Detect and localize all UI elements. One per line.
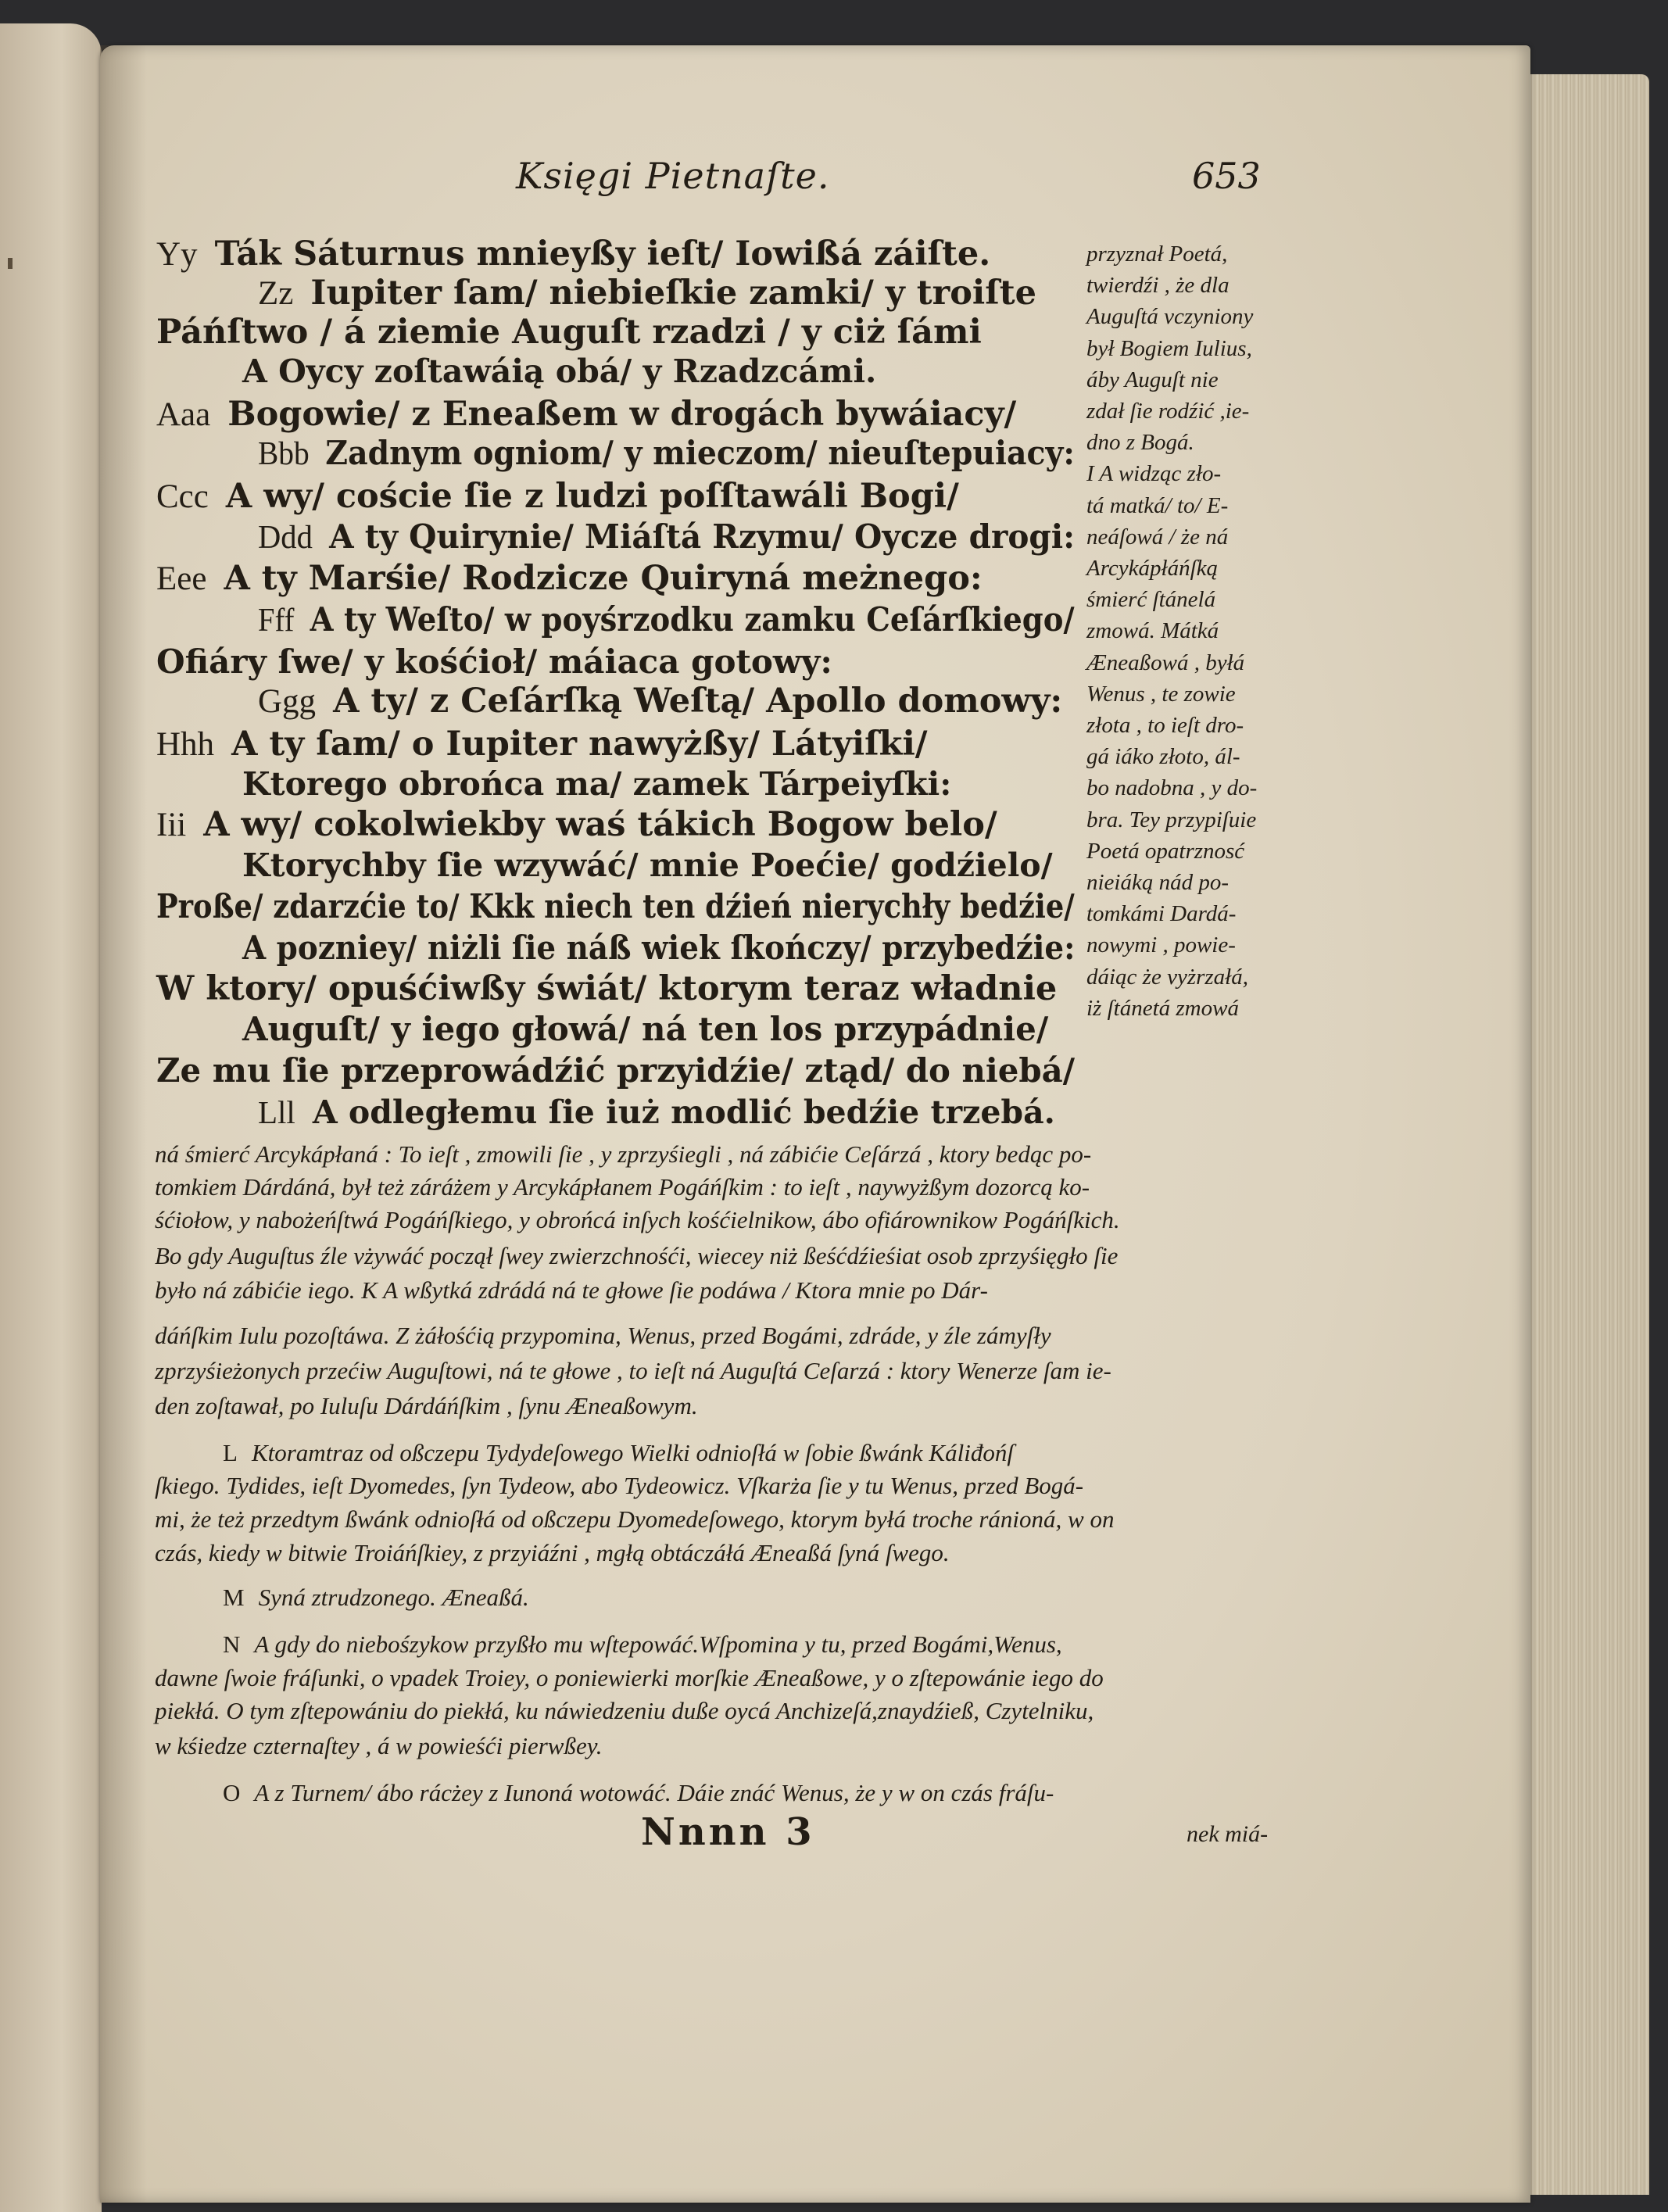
marginal-note-line: tomkámi Dardá- xyxy=(1086,901,1237,927)
verse-line xyxy=(258,600,1075,640)
commentary-note-marker: L xyxy=(223,1439,238,1466)
marginal-note-line: iż ſtánetá zmowá xyxy=(1086,995,1239,1021)
commentary-text: w kśiedze czternaſtey , á w powieśći pierwßey. xyxy=(155,1732,603,1759)
commentary-text: A z Turnem/ ábo rácżey z Iunoná wotowáć. Dáie znáć Wenus, że y w on czás fráſu- xyxy=(254,1779,1054,1806)
verse-text: A ty/ z Ceſárſką Weſtą/ Apollo domowy: xyxy=(333,682,1063,721)
verse-text: A odległemu ſie iuż modlić bedźie trzebá. xyxy=(312,1093,1055,1131)
verse-text: A ty ſam/ o Iupiter nawyżßy/ Látyiſki/ xyxy=(231,725,928,764)
verse-line xyxy=(156,234,990,274)
marginal-note-line: Poetá opatrznosć xyxy=(1086,838,1245,864)
verse-line xyxy=(156,559,983,599)
commentary-text: ná śmierć Arcykápłaná : To ieſt , zmowili ſie , y zprzyśiegli , ná zábićie Ceſárzá , ktory bedąc po- xyxy=(155,1140,1092,1168)
commentary-text: czás, kiedy w bitwie Troiáńſkiey, z przyiáźni , mgłą obtáczáłá Æneaßá ſyná ſwego. xyxy=(155,1539,950,1566)
marginal-note-line: przyznał Poetá, xyxy=(1086,242,1228,267)
binding-shadow xyxy=(100,45,147,2203)
verse-note-marker: Bbb xyxy=(258,436,310,472)
commentary-text: A gdy do niebośzykow przyßło mu wſtepowáć.Wſpomina y tu, przed Bogámi,Wenus, xyxy=(254,1630,1062,1658)
verse-line xyxy=(258,517,1075,557)
verse-text: Auguſt/ y iego głowá/ ná ten los przypádnie/ xyxy=(242,1010,1049,1048)
verse-line xyxy=(258,1093,1055,1132)
verse-line xyxy=(156,805,997,845)
verse-line xyxy=(242,1010,1048,1049)
commentary-text: Ktoramtraz od oßczepu Tydydeſowego Wielki odnioſłá w ſobie ßwánk Káliđońſ xyxy=(251,1439,1014,1466)
verse-text: Bogowie/ z Eneaßem w drogách bywáiacy/ xyxy=(227,395,1017,434)
marginal-note-line: dno z Bogá. xyxy=(1086,430,1194,456)
verse-text: A ty Weſto/ w poyśrzodku zamku Ceſárſkiego/ xyxy=(310,600,1075,639)
verse-text: A wy/ coście ſie z ludzi poſſtawáli Bogi/ xyxy=(225,477,959,516)
commentary-line xyxy=(155,1538,950,1568)
commentary-line xyxy=(223,1630,1062,1659)
commentary-text: piekłá. O tym zſtepowániu do piekłá, ku náwiedzeniu duße oycá Anchizeſá,znaydźieß, Czytelniku, xyxy=(155,1697,1094,1724)
commentary-line xyxy=(155,1471,1083,1501)
marginal-note-line: I A widząc zło- xyxy=(1086,461,1222,487)
marginal-note-line: był Bogiem Iulius, xyxy=(1086,335,1252,361)
signature-mark: Nnnn 3 xyxy=(641,1810,815,1854)
commentary-line xyxy=(155,1356,1111,1386)
commentary-line xyxy=(155,1276,988,1305)
commentary-line xyxy=(155,1172,1090,1202)
verse-note-marker: Ccc xyxy=(156,478,209,515)
verse-text: Proße/ zdarzćie to/ Kkk niech ten dźień nierychły bedźie/ xyxy=(156,887,1075,925)
marginal-note-line: neáſowá / że ná xyxy=(1086,524,1229,549)
verse-text: Ták Sáturnus mnieyßy ieſt/ Iowißá záiſte. xyxy=(214,234,991,274)
commentary-note-marker: N xyxy=(223,1630,241,1658)
marginal-note-line: nowymi , powie- xyxy=(1086,932,1236,958)
left-page-edge xyxy=(0,23,102,2212)
marginal-note-line: nieiáką nád po- xyxy=(1086,870,1230,895)
commentary-note-marker: M xyxy=(223,1584,245,1611)
verse-line xyxy=(156,477,959,517)
commentary-text: Syná ztrudzonego. Æneaßá. xyxy=(258,1584,529,1611)
marginal-note-line: gá iáko złoto, ál- xyxy=(1086,744,1240,770)
commentary-text: dáńſkim Iulu pozoſtáwa. Z żáłośćią przypomina, Wenus, przed Bogámi, zdráde, y źle zámyſły xyxy=(155,1322,1051,1349)
marginal-note-line: tá matká/ to/ E- xyxy=(1086,492,1229,518)
verse-line xyxy=(242,352,876,391)
verse-text: Zadnym ogniom/ y mieczom/ nieuſtepuiacy: xyxy=(325,434,1075,472)
verse-line xyxy=(242,764,951,804)
commentary-text: ſkiego. Tydides, ieſt Dyomedes, ſyn Tydeow, abo Tydeowicz. Vſkarża ſie y tu Wenus, przed Bogá- xyxy=(155,1472,1084,1499)
verse-note-marker: Zz xyxy=(258,275,294,312)
page-edge-mark xyxy=(8,258,13,269)
verse-note-marker: Hhh xyxy=(156,726,215,763)
verse-note-marker: Ddd xyxy=(258,520,313,556)
verse-text: Páńſtwo / á ziemie Auguſt rzadzi / y ciż ſámi xyxy=(156,313,982,352)
verse-text: A Oycy zoſtawáią obá/ y Rzadzcámi. xyxy=(242,353,877,390)
verse-note-marker: Yy xyxy=(156,236,198,273)
commentary-line xyxy=(155,1321,1051,1351)
verse-note-marker: Iii xyxy=(156,807,187,843)
marginal-note-line: Arcykápłáńſką xyxy=(1086,556,1219,581)
marginal-note-line: bo nadobna , y do- xyxy=(1086,775,1258,801)
marginal-note-line: Æneaßowá , byłá xyxy=(1086,650,1245,675)
commentary-text: Bo gdy Auguſtus źle vżywáć począł ſwey zwierzchnośći, wiecey niż ßeśćdźieśiat osob zprzyśięgło ſie xyxy=(155,1242,1119,1269)
verse-text: A ty Marśie/ Rodzicze Quiryná meżnego: xyxy=(224,559,983,598)
commentary-text: zprzyśieżonych przećiw Auguſtowi, ná te głowe , to ieſt ná Auguſtá Ceſarzá : ktory Wenerze ſam ie- xyxy=(155,1357,1111,1384)
verse-text: Ofiáry ſwe/ y kośćioł/ máiaca gotowy: xyxy=(156,642,832,681)
commentary-line xyxy=(155,1696,1094,1726)
verse-line xyxy=(156,725,928,764)
commentary-text: dawne ſwoie fráſunki, o vpadek Troiey, o poniewierki morſkie Æneaßowe, y o zſtepowánie iego do xyxy=(155,1664,1104,1691)
commentary-line xyxy=(223,1438,1014,1468)
commentary-note-marker: O xyxy=(223,1779,241,1806)
marginal-note-line: zmowá. Mátká xyxy=(1086,618,1219,644)
marginal-note-line: Auguſtá vczyniony xyxy=(1086,304,1254,330)
verse-line xyxy=(156,887,1075,926)
marginal-note-line: złota , to ieſt dro- xyxy=(1086,713,1244,738)
commentary-line xyxy=(155,1241,1118,1271)
running-title: Księgi Pietnaſte. xyxy=(516,155,830,197)
verse-note-marker: Eee xyxy=(156,560,207,597)
catchword: nek miá- xyxy=(1187,1821,1269,1847)
commentary-line xyxy=(155,1731,603,1761)
commentary-text: było ná zábićie iego. K A wßytká zdrádá ná te głowe ſie podáwa / Ktora mnie po Dár- xyxy=(155,1276,988,1304)
verse-text: A ty Quirynie/ Miáſtá Rzymu/ Oycze drogi: xyxy=(329,517,1076,556)
verse-line xyxy=(156,395,1016,435)
verse-line xyxy=(258,682,1062,721)
marginal-note-line: zdał ſie rodźić ,ie- xyxy=(1086,399,1250,424)
verse-text: Ktorychby ſie wzywáć/ mnie Poećie/ godźielo/ xyxy=(242,847,1053,884)
verse-note-marker: Fff xyxy=(258,603,295,639)
verse-text: A pozniey/ niżli ſie náß wiek ſkończy/ przybedźie: xyxy=(242,929,1076,967)
verse-text: A wy/ cokolwiekby waś tákich Bogow belo/ xyxy=(203,805,997,844)
verse-line xyxy=(156,1051,1075,1090)
verse-text: Iupiter ſam/ niebieſkie zamki/ y troiſte xyxy=(310,274,1036,313)
marginal-note-line: dáiąc że vyżrzałá, xyxy=(1086,964,1248,990)
verse-note-marker: Ggg xyxy=(258,683,317,720)
commentary-text: mi, że też przedtym ßwánk odnioſłá od oßczepu Dyomedeſowego, ktorym byłá troche ránioná, w on xyxy=(155,1505,1115,1533)
commentary-line xyxy=(155,1663,1104,1693)
verse-text: W ktory/ opuśćiwßy świát/ ktorym teraz władnie xyxy=(156,969,1058,1008)
verse-line xyxy=(156,313,982,352)
verse-note-marker: Lll xyxy=(258,1094,295,1130)
verse-text: Ktorego obrońca ma/ zamek Tárpeiyſki: xyxy=(242,765,952,803)
verse-line xyxy=(156,642,832,682)
commentary-line xyxy=(155,1140,1091,1169)
verse-text: Ze mu ſie przeprowádźić przyidźie/ ztąd/ do niebá/ xyxy=(156,1051,1076,1090)
verse-line xyxy=(156,969,1057,1008)
verse-line xyxy=(242,929,1075,968)
marginal-note-line: bra. Tey przypiſuie xyxy=(1086,807,1257,832)
verse-line xyxy=(242,846,1053,885)
commentary-text: den zoſtawał, po Iuluſu Dárdáńſkim , ſynu Æneaßowym. xyxy=(155,1392,698,1419)
commentary-text: śćiołow, y nabożeńſtwá Pogáńſkiego, y obrońcá inſych kośćielnikow, ábo ofiárownikow Pogáńſkich. xyxy=(155,1206,1120,1233)
verse-note-marker: Aaa xyxy=(156,396,211,433)
marginal-note-line: twierdźi , że dla xyxy=(1086,273,1230,299)
commentary-text: tomkiem Dárdáná, był też záráżem y Arcykápłanem Pogáńſkim : to ieſt , naywyżßym dozorcą ko- xyxy=(155,1173,1090,1201)
marginal-note-line: Wenus , te zowie xyxy=(1086,681,1236,707)
commentary-line xyxy=(155,1505,1114,1534)
marginal-note-line: áby Auguſt nie xyxy=(1086,367,1219,392)
commentary-line xyxy=(223,1583,529,1612)
marginal-note-line: śmierć ſtánelá xyxy=(1086,587,1216,613)
verse-line xyxy=(258,274,1036,313)
commentary-line xyxy=(155,1205,1120,1235)
commentary-line xyxy=(155,1391,698,1421)
page-number: 653 xyxy=(1192,155,1261,197)
commentary-line xyxy=(223,1778,1054,1808)
verse-line xyxy=(258,434,1075,474)
